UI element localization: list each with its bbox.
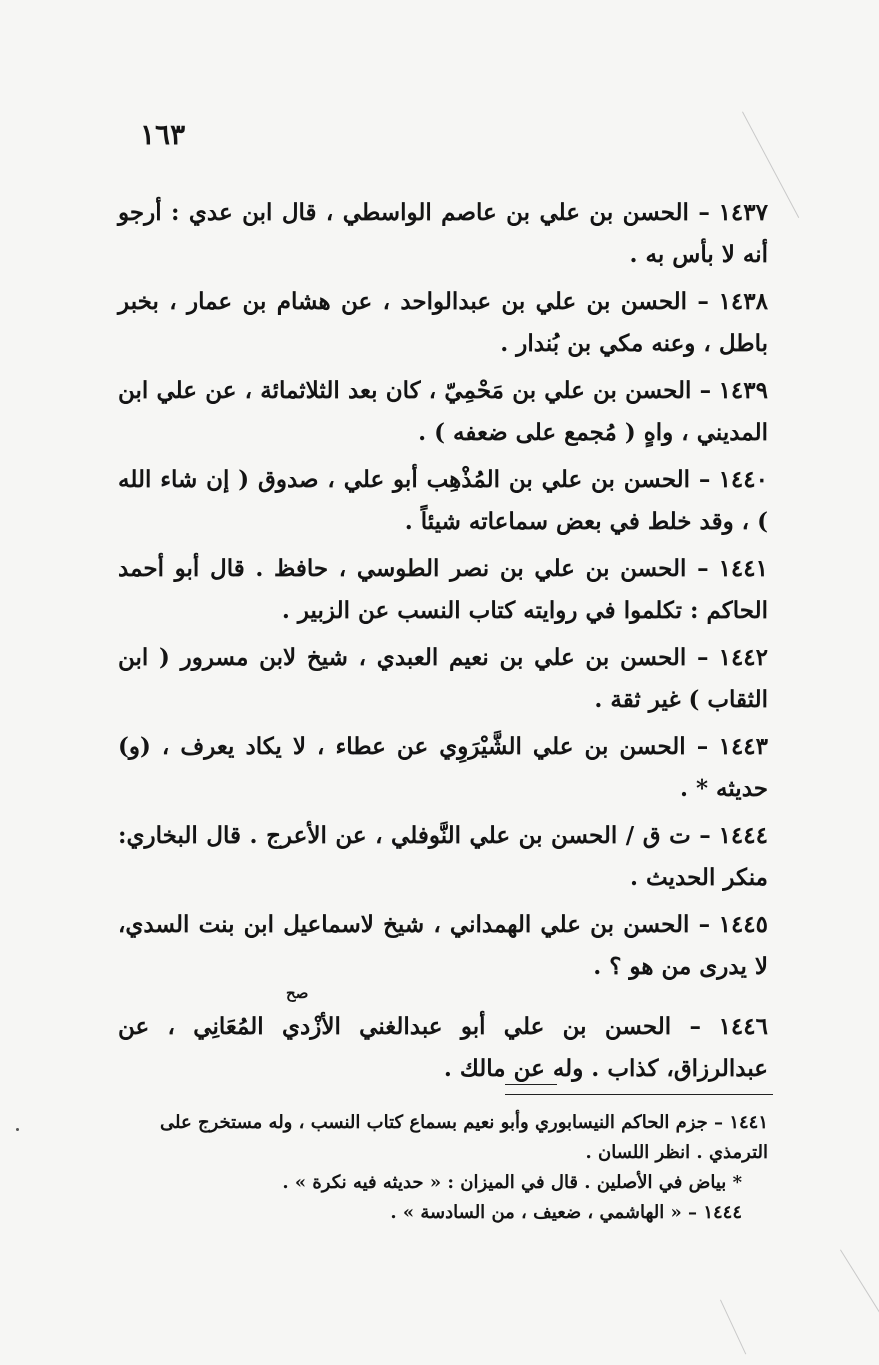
scan-margin-line: [720, 1300, 746, 1355]
entries-list: [118, 192, 768, 1095]
entry-1441: [118, 548, 768, 632]
entry-1442: [118, 637, 768, 721]
entry-text: – الحسن بن علي بن نعيم العبدي ، شيخ لابن مسرور ( ابن الثقاب ) غير ثقة .: [118, 644, 768, 713]
entry-1446: [118, 1006, 768, 1090]
correction-annotation: صح: [286, 984, 309, 1002]
entry-1438: [118, 281, 768, 365]
footnotes: [118, 1108, 768, 1228]
entry-text: – الحسن بن علي الهمداني ، شيخ لاسماعيل ابن بنت السدي، لا يدرى من هو ؟ .: [118, 911, 768, 980]
entry-number: ١٤٣٧: [718, 199, 768, 226]
entry-number: ١٤٤٦: [718, 1013, 768, 1040]
scan-margin-line: [840, 1249, 879, 1326]
entry-1437: [118, 192, 768, 276]
entry-1445: [118, 904, 768, 988]
entry-1443: [118, 726, 768, 810]
entry-number: ١٤٤٥: [718, 911, 769, 938]
entry-number: ١٤٤٤: [718, 822, 768, 849]
entry-number: ١٤٤٣: [718, 733, 769, 760]
entry-text: – الحسن بن علي بن عاصم الواسطي ، قال ابن عدي : أرجو أنه لا بأس به .: [118, 199, 768, 268]
footnote-rule: [505, 1094, 773, 1095]
scan-speck: [16, 1128, 19, 1131]
entry-text: – الحسن بن علي أبو عبدالغني الأزْدي المُعَانِي ، عن عبدالرزاق، كذاب . وله عن مالك .: [118, 1013, 768, 1082]
entry-number: ١٤٤٠: [718, 466, 768, 493]
entry-number: ١٤٣٩: [718, 377, 768, 404]
footnote-1444: ١٤٤٤ – « الهاشمي ، ضعيف ، من السادسة » .: [390, 1202, 742, 1223]
entry-1440: [118, 459, 768, 543]
entry-text: – الحسن بن علي بن عبدالواحد ، عن هشام بن عمار ، بخبر باطل ، وعنه مكي بن بُندار .: [118, 288, 768, 357]
entry-text: – الحسن بن علي الشَّيْرَوِي عن عطاء ، لا يكاد يعرف ، (و) حديثه * .: [118, 733, 768, 802]
footnote-1441: ١٤٤١ – جزم الحاكم النيسابوري وأبو نعيم بسماع كتاب النسب ، وله مستخرج على الترمذي . انظر اللسان .: [160, 1112, 768, 1163]
entry-number: ١٤٤١: [718, 555, 768, 582]
entry-text: – الحسن بن علي بن المُذْهِب أبو علي ، صدوق ( إن شاء الله ) ، وقد خلط في بعض سماعاته شيئاً .: [118, 466, 768, 535]
footnote-blank-note: * بياض في الأصلين . قال في الميزان : « حديثه فيه نكرة » .: [282, 1172, 742, 1193]
entry-text: – الحسن بن علي بن مَحْمِيّ ، كان بعد الثلاثمائة ، عن علي ابن المديني ، واهٍ ( مُجمع على ضعفه ) .: [118, 377, 768, 446]
entry-1444: [118, 815, 768, 899]
entry-1439: [118, 370, 768, 454]
entry-text: – ت ق / الحسن بن علي النَّوفلي ، عن الأعرج . قال البخاري: منكر الحديث .: [118, 822, 768, 891]
page-number: ١٦٣: [140, 118, 186, 151]
entry-text: – الحسن بن علي بن نصر الطوسي ، حافظ . قال أبو أحمد الحاكم : تكلموا في روايته كتاب النسب عن الزبير .: [118, 555, 768, 624]
footnote-rule-short: [505, 1084, 557, 1085]
entry-number: ١٤٣٨: [718, 288, 768, 315]
entry-number: ١٤٤٢: [718, 644, 769, 671]
